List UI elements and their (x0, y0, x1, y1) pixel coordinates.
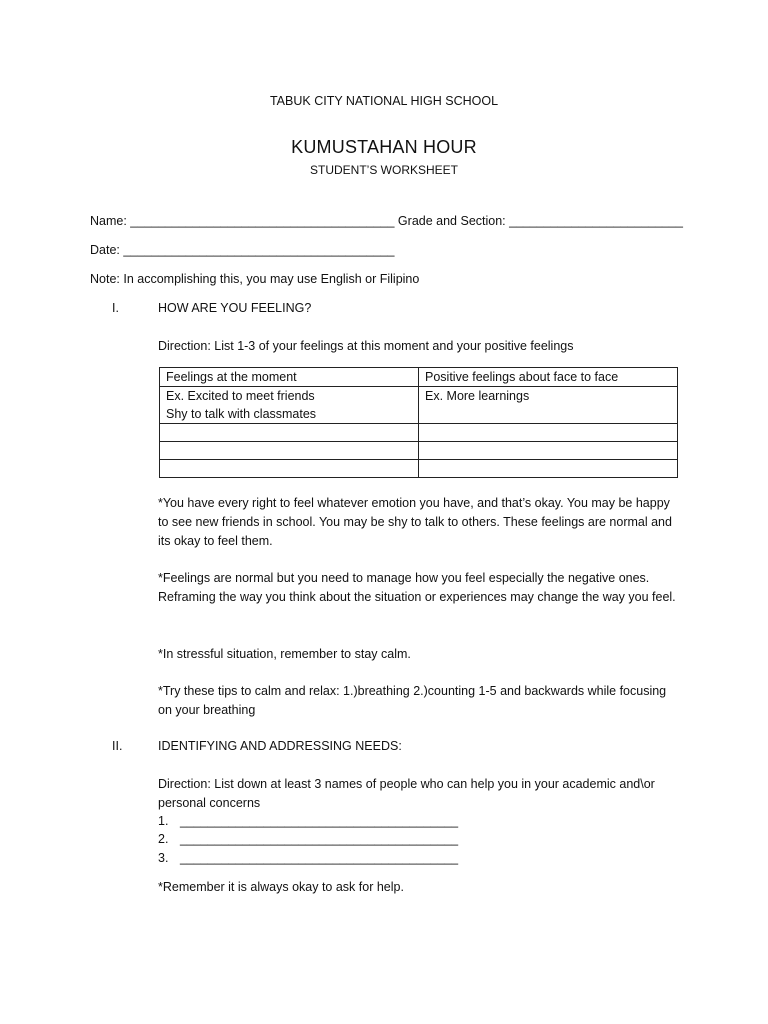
helper-name-field-3[interactable]: ________________________________________ (180, 851, 459, 865)
date-field[interactable]: Date: _______________________________________ (90, 243, 395, 257)
page-subtitle: STUDENT’S WORKSHEET (309, 163, 458, 177)
list-item-number: 1. (158, 814, 169, 828)
helper-name-field-2[interactable]: ________________________________________ (180, 832, 459, 846)
section-1-numeral: I. (112, 301, 119, 315)
table-row (160, 387, 678, 424)
table-cell[interactable] (160, 387, 419, 424)
table-header-row (160, 368, 678, 387)
example-feeling-1: Ex. Excited to meet friends (166, 389, 315, 403)
table-row (160, 442, 678, 460)
table-cell[interactable] (160, 424, 419, 442)
table-cell[interactable] (160, 460, 419, 478)
table-cell[interactable] (419, 460, 678, 478)
section-2-direction: Direction: List down at least 3 names of people who can help you in your academic and\or personal concerns (158, 777, 655, 810)
header-positive-feelings: Positive feelings about face to face (419, 368, 678, 387)
table-row (160, 460, 678, 478)
section-2-heading: IDENTIFYING AND ADDRESSING NEEDS: (158, 739, 402, 753)
list-item-number: 2. (158, 832, 169, 846)
language-note: Note: In accomplishing this, you may use English or Filipino (90, 272, 420, 286)
table-cell[interactable]: Ex. More learnings (419, 387, 678, 424)
table-row (160, 424, 678, 442)
feelings-table (159, 367, 678, 478)
school-name: TABUK CITY NATIONAL HIGH SCHOOL (269, 94, 499, 108)
feelings-note-2: *Feelings are normal but you need to manage how you feel especially the negative ones. Reframing the way you think about the situation or experiences may change the way you feel. (158, 571, 676, 604)
feelings-note-3: *In stressful situation, remember to stay calm. (158, 647, 411, 661)
header-feelings-now: Feelings at the moment (160, 368, 419, 387)
helper-name-field-1[interactable]: ________________________________________ (180, 814, 459, 828)
section-1-direction: Direction: List 1-3 of your feelings at this moment and your positive feelings (158, 339, 574, 353)
example-feeling-2: Shy to talk with classmates (166, 407, 317, 421)
help-reminder: *Remember it is always okay to ask for help. (158, 880, 404, 894)
section-2-numeral: II. (112, 739, 123, 753)
table-cell[interactable] (160, 442, 419, 460)
name-grade-field[interactable]: Name: ______________________________________ Grade and Section: _________________________ (90, 214, 683, 228)
page-title: KUMUSTAHAN HOUR (291, 137, 477, 157)
section-1-heading: HOW ARE YOU FEELING? (158, 301, 312, 315)
list-item-number: 3. (158, 851, 169, 865)
table-cell[interactable] (419, 442, 678, 460)
table-cell[interactable] (419, 424, 678, 442)
feelings-note-1: *You have every right to feel whatever emotion you have, and that’s okay. You may be happy to see new friends in school. You may be shy to talk to others. These feelings are normal and its okay to feel them. (158, 496, 672, 548)
feelings-note-4: *Try these tips to calm and relax: 1.)breathing 2.)counting 1-5 and backwards while focusing on your breathing (158, 684, 667, 717)
